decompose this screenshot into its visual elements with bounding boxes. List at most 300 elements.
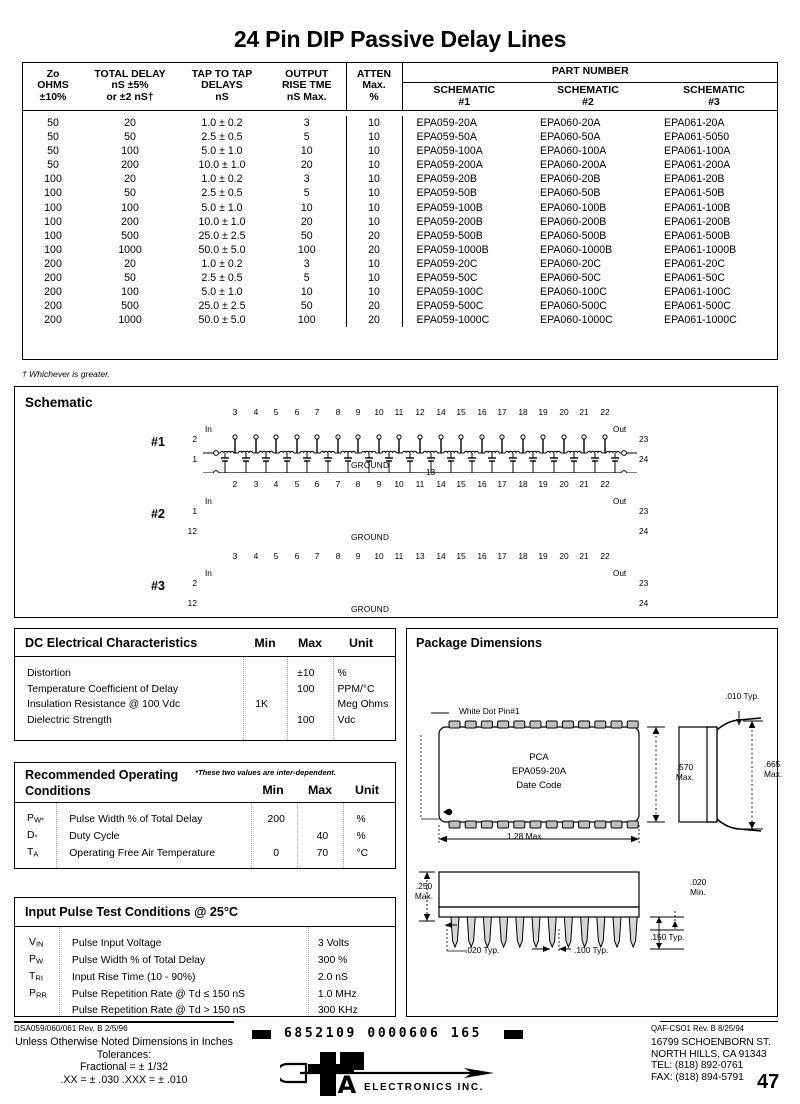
cell-part-number-3: EPA061-50C [664, 272, 726, 285]
table-row [22, 215, 778, 229]
cell-part-number-1: EPA059-100C [402, 285, 526, 299]
schematic-3-tap-pin: 18 [518, 551, 528, 561]
cell-part-number-1: EPA059-500B [402, 229, 526, 243]
package-panel-title: Package Dimensions [416, 636, 542, 650]
page-number: 47 [757, 1071, 780, 1093]
ipt-symbol: PRR [29, 987, 47, 1000]
cell-atten: 20 [346, 313, 402, 327]
schematic-2-tap-pin: 22 [600, 479, 610, 489]
schematic-3-tap-pin: 7 [314, 551, 320, 561]
schematic-1-tap-pin: 16 [477, 407, 487, 417]
table-row [22, 299, 778, 313]
roc-min: 0 [273, 847, 280, 859]
cell-tap-to-tap: 25.0 ± 2.5 [198, 300, 246, 313]
schematic-1-tap-pin: 15 [456, 407, 466, 417]
roc-param: Operating Free Air Temperature [69, 847, 216, 859]
cell-output-rise: 100 [297, 243, 316, 256]
schematic-3-tap-pin: 5 [273, 551, 279, 561]
cell-zo: 50 [47, 131, 59, 144]
dc-row [17, 698, 393, 712]
schematic-2-tap-pin: 18 [518, 479, 528, 489]
dc-row [17, 683, 393, 697]
cell-tap-to-tap: 5.0 ± 1.0 [201, 286, 243, 299]
table-row [22, 229, 778, 243]
cell-tap-to-tap: 50.0 ± 5.0 [198, 314, 246, 327]
package-marking-line: PCA [529, 752, 549, 763]
footer-qaf: QAF-CSO1 Rev. B 8/25/94 [651, 1024, 745, 1033]
schematic-3-tap-pin: 3 [232, 551, 238, 561]
cell-atten: 10 [346, 257, 402, 271]
table-footnote: † Whichever is greater. [22, 369, 111, 379]
ipt-spec-rows [15, 934, 395, 1019]
roc-row [17, 812, 393, 827]
cell-atten: 20 [346, 229, 402, 243]
table-row [22, 243, 778, 257]
dc-unit: PPM/°C [337, 683, 375, 695]
cell-atten: 10 [346, 144, 402, 158]
logo-subtext: ELECTRONICS INC. [364, 1082, 485, 1093]
dim-lead-pitch: .100 Typ. [574, 945, 609, 955]
schematic-1-tap-pin: 6 [294, 407, 300, 417]
cell-part-number-1: EPA059-50B [402, 186, 526, 200]
header-atten: ATTEN Max. % [346, 62, 402, 111]
cell-output-rise: 100 [297, 314, 316, 327]
dc-max: 100 [297, 714, 315, 726]
package-marking-line: EPA059-20A [511, 766, 567, 777]
cell-tap-to-tap: 1.0 ± 0.2 [201, 117, 243, 129]
cell-part-number-2: EPA060-50C [540, 272, 602, 285]
cell-part-number-3: EPA061-20A [664, 117, 725, 129]
cell-part-number-1: EPA059-50C [402, 271, 526, 285]
cell-tap-to-tap: 2.5 ± 0.5 [201, 187, 243, 200]
dim-010-typ: .010 Typ. [725, 691, 760, 701]
ipt-symbol: PW [29, 953, 44, 966]
operating-conditions-panel [14, 762, 396, 869]
cell-part-number-3: EPA061-200A [664, 159, 731, 172]
schematic-2-tap-pin: 4 [273, 479, 279, 489]
cell-zo: 200 [44, 286, 62, 299]
cell-part-number-2: EPA060-20B [540, 173, 601, 186]
dc-unit: % [337, 668, 347, 679]
dc-col-unit: Unit [348, 636, 374, 650]
cell-output-rise: 20 [300, 215, 313, 228]
ipt-row [17, 953, 393, 968]
schematic-3-tap-pin: 16 [477, 551, 487, 561]
cell-atten: 10 [346, 186, 402, 200]
dc-max [284, 698, 327, 712]
cell-part-number-1: EPA059-1000C [402, 313, 526, 327]
roc-max [300, 812, 344, 827]
tolerance-line-1: Unless Otherwise Noted Dimensions in Inches [15, 1036, 233, 1048]
table-row [22, 158, 778, 172]
dim-lead-width: .020 Typ. [465, 945, 500, 955]
footer-rule-left [14, 1021, 234, 1023]
cell-output-rise: 3 [303, 117, 310, 129]
cell-part-number-1: EPA059-100B [402, 201, 526, 215]
cell-total-delay: 20 [124, 117, 136, 129]
footer-tolerances [6, 1036, 242, 1086]
schematic-1-extra-gnd-pin: 13 [426, 467, 436, 477]
address-line-2: NORTH HILLS, CA 91343 [651, 1048, 767, 1060]
cell-zo: 200 [44, 257, 62, 270]
ipt-row [17, 987, 393, 1002]
input-pulse-panel [14, 897, 396, 1017]
cell-output-rise: 50 [300, 300, 313, 313]
schematic-1-tap-pin: 9 [355, 407, 361, 417]
roc-param: Pulse Width % of Total Delay [69, 813, 203, 825]
cell-tap-to-tap: 2.5 ± 0.5 [201, 272, 243, 285]
ipt-param: Pulse Repetition Rate @ Td ≤ 150 nS [71, 988, 246, 1000]
dim-lead-length: .150 Typ. [650, 932, 685, 942]
ipt-param: Pulse Width % of Total Delay [71, 954, 206, 966]
package-marking-line: Date Code [516, 780, 562, 791]
cell-part-number-1: EPA059-200A [402, 158, 526, 172]
cell-zo: 100 [44, 173, 62, 186]
table-row [22, 186, 778, 200]
ipt-symbol: TRI [29, 970, 43, 983]
cell-part-number-1: EPA059-50A [402, 130, 526, 144]
cell-total-delay: 20 [124, 257, 136, 270]
cell-part-number-2: EPA060-100B [540, 201, 607, 214]
cell-tap-to-tap: 5.0 ± 1.0 [201, 201, 243, 214]
roc-param: Duty Cycle [69, 830, 120, 842]
schematic-3-in-label: In [205, 569, 212, 578]
schematic-1-ground-label: GROUND [351, 461, 390, 470]
ipt-value: 3 Volts [317, 937, 350, 949]
cell-part-number-2: EPA060-500C [540, 300, 607, 313]
cell-part-number-3: EPA061-200B [664, 215, 731, 228]
header-zo: Zo OHMS ±10% [22, 62, 84, 111]
cell-tap-to-tap: 5.0 ± 1.0 [201, 145, 243, 158]
schematic-1-tap-pin: 17 [497, 407, 507, 417]
cell-tap-to-tap: 10.0 ± 1.0 [198, 159, 246, 172]
schematic-3-tap-pin: 9 [355, 551, 361, 561]
cell-tap-to-tap: 50.0 ± 5.0 [198, 243, 246, 256]
schematic-2-tap-pin: 3 [253, 479, 259, 489]
schematic-2-out-pin: 23 [639, 506, 649, 516]
schematic-2-tap-pin: 5 [294, 479, 300, 489]
ipt-param: Pulse Repetition Rate @ Td > 150 nS [71, 1004, 246, 1016]
cell-zo: 50 [47, 159, 59, 172]
roc-min: 200 [267, 813, 285, 825]
package-drawing [407, 629, 779, 1018]
cell-atten: 10 [346, 215, 402, 229]
roc-symbol: PW* [27, 813, 45, 825]
cell-part-number-1: EPA059-200B [402, 215, 526, 229]
cell-atten: 10 [346, 158, 402, 172]
table-row [22, 271, 778, 285]
cell-part-number-2: EPA060-20A [540, 117, 601, 129]
schematic-3-tap-pin: 20 [559, 551, 569, 561]
roc-unit: % [356, 813, 366, 825]
schematic-1-out-pin: 23 [639, 434, 649, 444]
table-row [22, 172, 778, 186]
cell-output-rise: 10 [300, 201, 313, 214]
schematic-1-in-pin: 2 [192, 434, 197, 444]
schematic-2-tap-pin: 16 [477, 479, 487, 489]
roc-col-unit: Unit [354, 783, 380, 797]
schematic-1-tap-pin: 14 [436, 407, 446, 417]
dc-col-min: Min [254, 636, 276, 650]
cell-output-rise: 3 [303, 257, 310, 270]
dc-param: Insulation Resistance @ 100 Vdc [27, 699, 181, 711]
cell-part-number-3: EPA061-20C [664, 257, 726, 270]
ipt-row [17, 1004, 393, 1018]
cell-zo: 200 [44, 300, 62, 313]
cell-tap-to-tap: 10.0 ± 1.0 [198, 215, 246, 228]
cell-part-number-3: EPA061-50B [664, 187, 725, 200]
cell-part-number-3: EPA061-500C [664, 300, 731, 313]
dc-col-max: Max [297, 636, 323, 650]
dc-unit: Vdc [337, 714, 356, 726]
roc-max: 70 [316, 847, 329, 859]
address-line-4: FAX: (818) 894-5791 [651, 1071, 744, 1083]
cell-atten: 10 [346, 130, 402, 144]
dc-min [241, 667, 282, 681]
table-row [22, 285, 778, 299]
roc-unit: °C [356, 847, 369, 859]
cell-zo: 100 [44, 187, 62, 200]
cell-total-delay: 50 [124, 131, 136, 144]
header-schematic-1: SCHEMATIC #1 [402, 83, 526, 111]
schematic-3-tap-pin: 11 [394, 551, 404, 561]
schematic-2-tap-pin: 9 [376, 479, 382, 489]
schematic-2-tap-pin: 21 [579, 479, 589, 489]
cell-output-rise: 10 [300, 145, 313, 158]
schematic-1-out-label: Out [613, 425, 627, 434]
schematic-panel [14, 386, 778, 618]
cell-zo: 100 [44, 229, 62, 242]
roc-panel-title-1: Recommended Operating [25, 768, 179, 782]
cell-output-rise: 50 [300, 229, 313, 242]
cell-part-number-3: EPA061-500B [664, 229, 731, 242]
schematic-3-out-label: Out [613, 569, 627, 578]
ipt-value: 1.0 MHz [317, 988, 357, 1000]
dc-row [17, 667, 393, 681]
ipt-value: 300 KHz [317, 1004, 358, 1016]
schematic-1-tap-pin: 20 [559, 407, 569, 417]
cell-part-number-3: EPA061-1000C [664, 314, 737, 327]
cell-tap-to-tap: 1.0 ± 0.2 [201, 173, 243, 186]
header-part-number: PART NUMBER [402, 62, 778, 83]
dc-min: 1K [255, 699, 268, 711]
dim-250: .250 Max. [414, 881, 434, 901]
schematic-2-tap-pin: 7 [335, 479, 341, 489]
cell-atten: 20 [346, 299, 402, 313]
dim-570: .570 Max. [675, 762, 695, 782]
schematic-3-tap-pin: 22 [600, 551, 610, 561]
cell-output-rise: 3 [303, 173, 310, 186]
cell-part-number-2: EPA060-1000C [540, 314, 613, 327]
cell-output-rise: 5 [303, 272, 310, 285]
schematic-3-tap-pin: 21 [579, 551, 589, 561]
cell-total-delay: 50 [124, 187, 136, 200]
schematic-1-gnd-right-pin: 24 [639, 454, 649, 464]
schematic-3-tap-pin: 6 [294, 551, 300, 561]
header-schematic-3: SCHEMATIC #3 [650, 83, 778, 111]
tolerance-line-2: Tolerances: [96, 1048, 152, 1061]
dc-param: Temperature Coefficient of Delay [27, 683, 179, 695]
cell-part-number-3: EPA061-1000B [664, 243, 737, 256]
dim-020-min: .020 Min. [690, 877, 707, 897]
footer-doc-id: DSA059/060/061 Rev. B 2/5/96 [14, 1024, 128, 1033]
header-schematic-2: SCHEMATIC #2 [526, 83, 650, 111]
cell-part-number-2: EPA060-500B [540, 229, 607, 242]
schematic-2-gnd-right-pin: 24 [639, 526, 649, 536]
cell-part-number-2: EPA060-50A [540, 131, 601, 144]
table-row [22, 116, 778, 130]
roc-panel-title-2: Conditions [25, 784, 91, 798]
dc-panel-title: DC Electrical Characteristics [25, 636, 198, 650]
micr-code: 6852109 0000606 165 [284, 1026, 483, 1041]
schematic-1-tap-pin: 5 [273, 407, 279, 417]
ipt-symbol: VIN [29, 937, 44, 949]
dc-spec-rows [15, 665, 395, 729]
table-row [22, 144, 778, 158]
dc-param: Distortion [27, 668, 71, 679]
schematic-panel-title: Schematic [25, 395, 93, 410]
ipt-value: 2.0 nS [317, 971, 348, 983]
schematic-1-tap-pin: 11 [394, 407, 404, 417]
cell-part-number-1: EPA059-20A [402, 116, 526, 130]
cell-total-delay: 200 [121, 215, 139, 228]
schematic-2-tap-pin: 2 [232, 479, 238, 489]
tolerance-line-4: .XX = ± .030 .XXX = ± .010 [60, 1073, 188, 1086]
cell-part-number-2: EPA060-100A [540, 145, 607, 158]
schematic-2-tap-pin: 15 [456, 479, 466, 489]
cell-part-number-3: EPA061-20B [664, 173, 725, 186]
schematic-3-ground-label: GROUND [351, 605, 390, 614]
dc-min [241, 683, 282, 697]
page-title: 24 Pin DIP Passive Delay Lines [233, 26, 567, 52]
package-dimensions-panel [406, 628, 783, 1017]
cell-part-number-3: EPA061-5050 [664, 131, 730, 144]
header-total-delay: TOTAL DELAY nS ±5% or ±2 nS† [84, 62, 176, 111]
tolerance-line-3: Fractional = ± 1/32 [80, 1061, 168, 1074]
schematic-1-tap-pin: 22 [600, 407, 610, 417]
cell-zo: 100 [44, 215, 62, 228]
cell-part-number-1: EPA059-100A [402, 144, 526, 158]
ipt-param: Pulse Input Voltage [71, 937, 162, 949]
cell-output-rise: 20 [300, 159, 313, 172]
micr-block-left [252, 1030, 271, 1039]
schematic-1-tap-pin: 4 [253, 407, 259, 417]
schematic-3-tap-pin: 14 [436, 551, 446, 561]
cell-tap-to-tap: 1.0 ± 0.2 [201, 257, 243, 270]
cell-output-rise: 5 [303, 187, 310, 200]
cell-part-number-2: EPA060-100C [540, 286, 607, 299]
cell-atten: 10 [346, 201, 402, 215]
dc-max: 100 [297, 683, 315, 695]
dc-row [17, 714, 393, 728]
ipt-symbol [17, 1004, 60, 1018]
ipt-value: 300 % [317, 954, 348, 966]
cell-part-number-3: EPA061-100B [664, 201, 731, 214]
schematic-3-tap-pin: 17 [497, 551, 507, 561]
ipt-row [17, 936, 393, 951]
cell-part-number-3: EPA061-100A [664, 145, 731, 158]
roc-symbol: TA [27, 846, 39, 859]
cell-atten: 10 [346, 116, 402, 130]
cell-part-number-2: EPA060-200A [540, 159, 607, 172]
cell-tap-to-tap: 25.0 ± 2.5 [198, 229, 246, 242]
roc-col-max: Max [307, 783, 333, 797]
schematic-2-tap-pin: 14 [436, 479, 446, 489]
cell-zo: 200 [44, 314, 62, 327]
cell-part-number-1: EPA059-1000B [402, 243, 526, 257]
roc-max: 40 [316, 830, 329, 842]
schematic-2-ground-label: GROUND [351, 533, 390, 542]
schematic-1-tap-pin: 12 [415, 407, 425, 417]
schematic-2-out-label: Out [613, 497, 627, 506]
schematic-3-gnd-left-pin: 12 [187, 598, 197, 608]
cell-zo: 100 [44, 201, 62, 214]
dim-665: .665 Max. [764, 759, 783, 779]
schematic-2-in-pin: 1 [192, 506, 197, 516]
dc-unit: Meg Ohms [337, 699, 389, 711]
table-row [22, 201, 778, 215]
cell-total-delay: 200 [121, 159, 139, 172]
schematic-3-tap-pin: 10 [374, 551, 384, 561]
roc-note: *These two values are inter-dependent. [195, 768, 336, 777]
roc-row [17, 829, 393, 844]
cell-zo: 200 [44, 272, 62, 285]
footer-rule-right [660, 1021, 778, 1022]
roc-symbol: D* [27, 829, 38, 842]
cell-part-number-1: EPA059-20B [402, 172, 526, 186]
table-row [22, 257, 778, 271]
footer-address [651, 1037, 771, 1083]
roc-unit: % [356, 830, 366, 842]
schematic-3-tap-pin: 13 [415, 551, 425, 561]
table-header-row-1 [22, 62, 778, 83]
dc-param: Dielectric Strength [27, 714, 112, 726]
cell-total-delay: 1000 [118, 243, 142, 256]
schematic-3-out-pin: 23 [639, 578, 649, 588]
ipt-param: Input Rise Time (10 - 90%) [71, 971, 196, 983]
cell-total-delay: 1000 [118, 314, 142, 327]
cell-total-delay: 50 [124, 272, 136, 285]
cell-part-number-2: EPA060-20C [540, 257, 602, 270]
cell-total-delay: 100 [121, 201, 139, 214]
schematic-1-tap-pin: 18 [518, 407, 528, 417]
cell-atten: 10 [346, 271, 402, 285]
schematic-2-tap-pin: 20 [559, 479, 569, 489]
cell-tap-to-tap: 2.5 ± 0.5 [201, 131, 243, 144]
cell-atten: 20 [346, 243, 402, 257]
white-dot-label: White Dot Pin#1 [459, 706, 520, 716]
schematic-label-3: #3 [151, 579, 165, 593]
ipt-row [17, 970, 393, 985]
table-row [22, 130, 778, 144]
cell-atten: 10 [346, 285, 402, 299]
schematic-3-tap-pin: 8 [335, 551, 341, 561]
schematic-1-tap-pin: 10 [374, 407, 384, 417]
header-tap-to-tap: TAP TO TAP DELAYS nS [176, 62, 268, 111]
cell-total-delay: 100 [121, 286, 139, 299]
schematic-2-gnd-left-pin: 12 [187, 526, 197, 536]
cell-total-delay: 100 [121, 145, 139, 158]
schematic-2-tap-pin: 6 [314, 479, 320, 489]
schematic-3-tap-pin: 4 [253, 551, 259, 561]
schematic-label-2: #2 [151, 507, 165, 521]
ipt-panel-title: Input Pulse Test Conditions @ 25°C [25, 905, 238, 919]
roc-row [17, 846, 393, 861]
cell-part-number-2: EPA060-50B [540, 187, 601, 200]
schematic-label-1: #1 [151, 435, 165, 449]
schematic-1-tap-pin: 3 [232, 407, 238, 417]
cell-part-number-1: EPA059-500C [402, 299, 526, 313]
